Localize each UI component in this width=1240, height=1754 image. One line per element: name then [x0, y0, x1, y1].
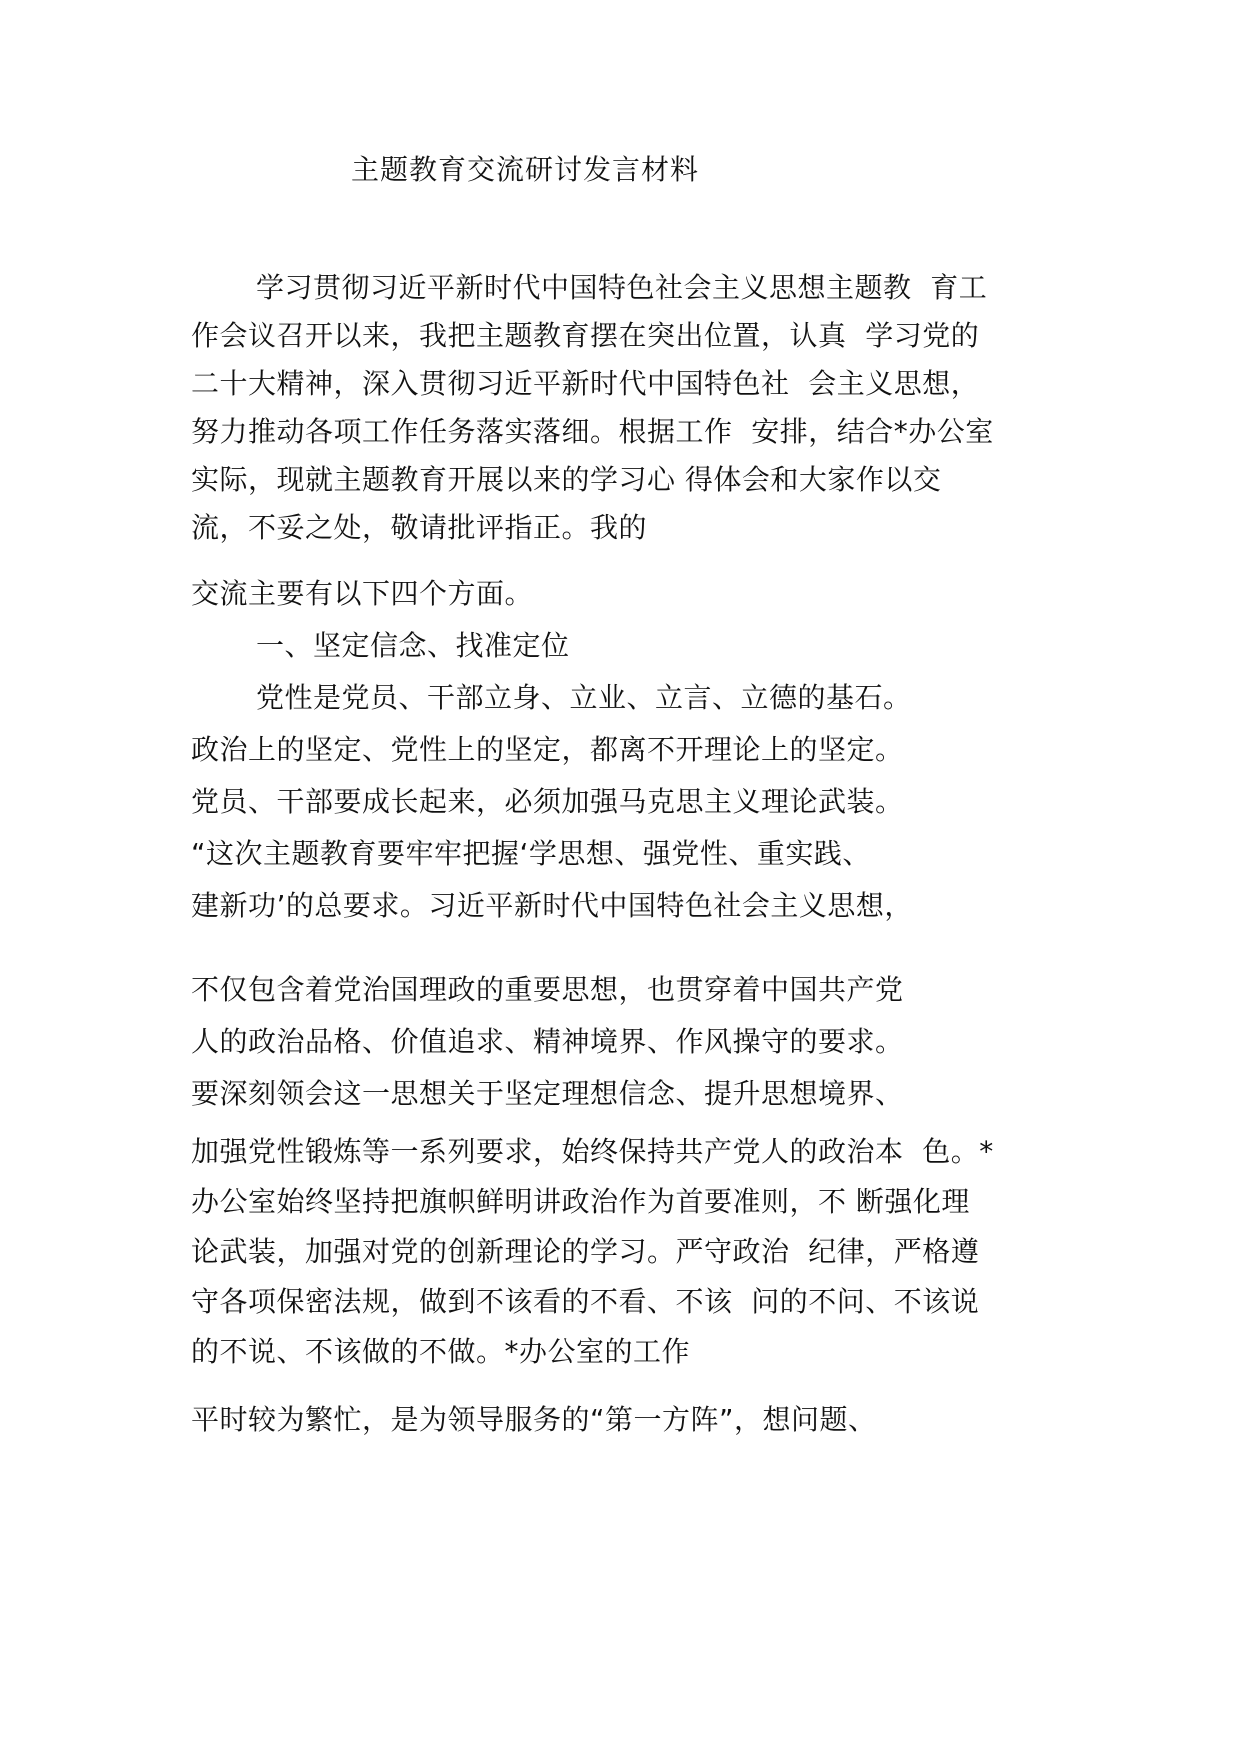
body-line: 作会议召开以来，我把主题教育摆在突出位置，认真 学习党的	[191, 319, 980, 352]
body-line: 流，不妥之处，敬请批评指正。我的	[191, 511, 648, 544]
body-line: 要深刻领会这一思想关于坚定理想信念、提升思想境界、	[191, 1077, 904, 1110]
body-line: 办公室始终坚持把旗帜鲜明讲政治作为首要准则，不 断强化理	[191, 1185, 970, 1218]
body-line: 交流主要有以下四个方面。	[191, 577, 534, 610]
body-line: 党员、干部要成长起来，必须加强马克思主义理论武装。	[191, 785, 904, 818]
body-line: “这次主题教育要牢牢把握‘学思想、强党性、重实践、	[191, 837, 871, 870]
body-line: 二十大精神，深入贯彻习近平新时代中国特色社 会主义思想，	[191, 367, 980, 400]
body-line: 建新功’的总要求。习近平新时代中国特色社会主义思想，	[191, 889, 913, 922]
body-line: 政治上的坚定、党性上的坚定，都离不开理论上的坚定。	[191, 733, 904, 766]
body-line: 努力推动各项工作任务落实落细。根据工作 安排，结合*办公室	[191, 415, 994, 448]
body-line: 不仅包含着党治国理政的重要思想，也贯穿着中国共产党	[191, 973, 904, 1006]
body-line: 党性是党员、干部立身、立业、立言、立德的基石。	[256, 681, 912, 714]
document-title: 主题教育交流研讨发言材料	[351, 153, 700, 186]
body-line: 加强党性锻炼等一系列要求，始终保持共产党人的政治本 色。*	[191, 1135, 994, 1168]
body-line: 的不说、不该做的不做。*办公室的工作	[191, 1335, 691, 1368]
body-line: 学习贯彻习近平新时代中国特色社会主义思想主题教 育工	[256, 271, 988, 304]
body-line: 论武装，加强对党的创新理论的学习。严守政治 纪律，严格遵	[191, 1235, 980, 1268]
body-line: 守各项保密法规，做到不该看的不看、不该 问的不问、不该说	[191, 1285, 980, 1318]
body-line: 人的政治品格、价值追求、精神境界、作风操守的要求。	[191, 1025, 904, 1058]
body-line: 平时较为繁忙，是为领导服务的“第一方阵”，想问题、	[191, 1403, 877, 1436]
body-line: 实际，现就主题教育开展以来的学习心 得体会和大家作以交	[191, 463, 942, 496]
section-heading: 一、坚定信念、找准定位	[256, 629, 570, 662]
